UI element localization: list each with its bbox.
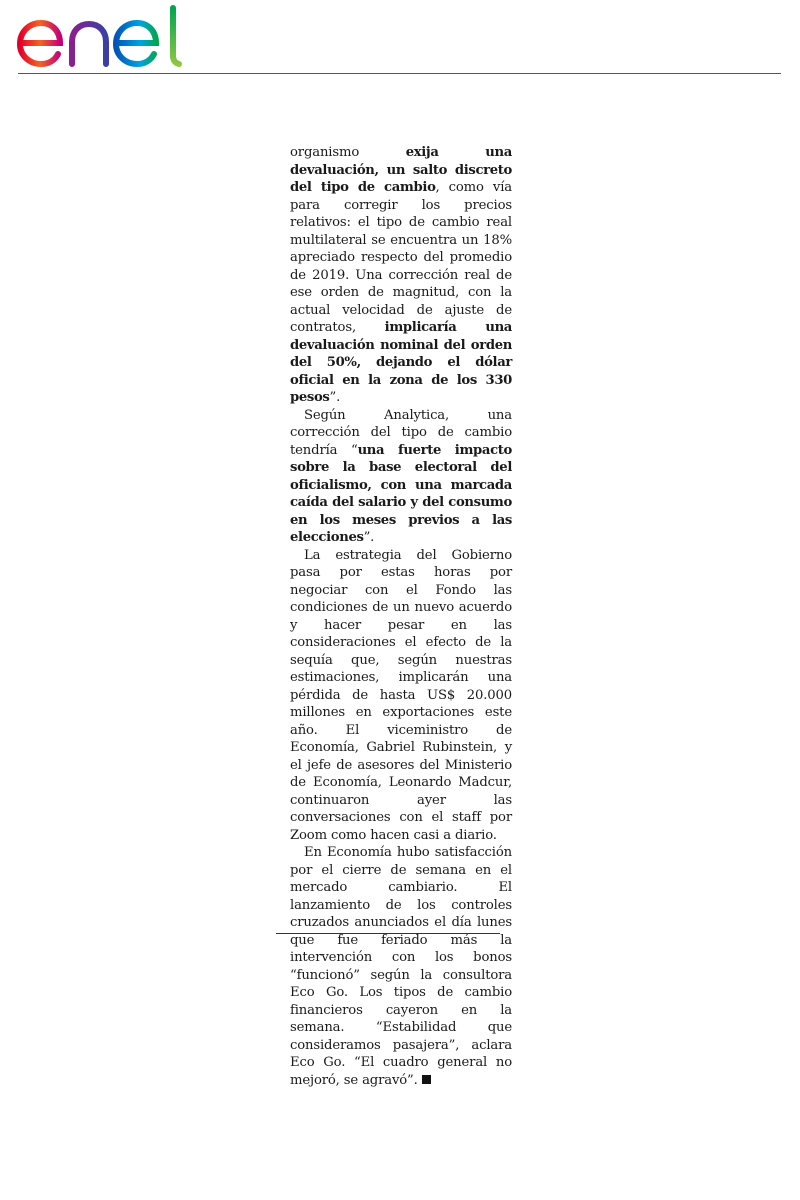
text-run: ”. [363,530,375,545]
text-run: , como vía para corregir los precios relativos: el tipo de cambio real multilateral se encuentra un 18% apreciado respecto del promedio de 2019. Una corrección real de ese orden de magnitud, con la actual velocidad de ajuste de contratos, [290,180,512,335]
header-divider [18,73,781,74]
text-run: organismo [290,145,406,160]
article-body [290,144,512,1089]
enel-logo-mark [14,2,184,68]
footer-divider [276,933,500,934]
enel-logo [14,2,184,68]
paragraph-2 [290,407,512,547]
text-run: En Economía hubo satisfacción por el cierre de semana en el mercado cambiario. El lanzamiento de los controles cruzados anunciados el día lunes que fue feriado más la intervención con los bonos “funcionó” según la consultora Eco Go. Los tipos de cambio financieros cayeron en la semana. “Estabilidad que consideramos pasajera”, aclara Eco Go. “El cuadro general no mejoró, se agravó”. [290,845,512,1088]
paragraph-3: La estrategia del Gobierno pasa por estas horas por negociar con el Fondo las condiciones de un nuevo acuerdo y hacer pesar en las consideraciones el efecto de la sequía que, según nuestras estimaciones, implicarán una pérdida de hasta US$ 20.000 millones en exportaciones este año. El viceministro de Economía, Gabriel Rubinstein, y el jefe de asesores del Ministerio de Economía, Leonardo Madcur, continuaron ayer las conversaciones con el staff por Zoom como hacen casi a diario. [290,547,512,843]
text-run: ”. [329,390,341,405]
bold-run: exija una devaluación, un salto discreto del tipo de cambio [290,145,512,195]
end-of-article-mark [422,1075,431,1084]
bold-run: una fuerte impacto sobre la base electoral del oficialismo, con una marcada caída del salario y del consumo en los meses previos a las elecciones [290,442,512,545]
paragraph-4 [290,844,512,1089]
paragraph-1 [290,144,512,407]
text-run: Según Analytica, una corrección del tipo de cambio tendría “ [290,407,512,458]
bold-run: implicaría una devaluación nominal del orden del 50%, dejando el dólar oficial en la zona de los 330 pesos [290,320,512,405]
